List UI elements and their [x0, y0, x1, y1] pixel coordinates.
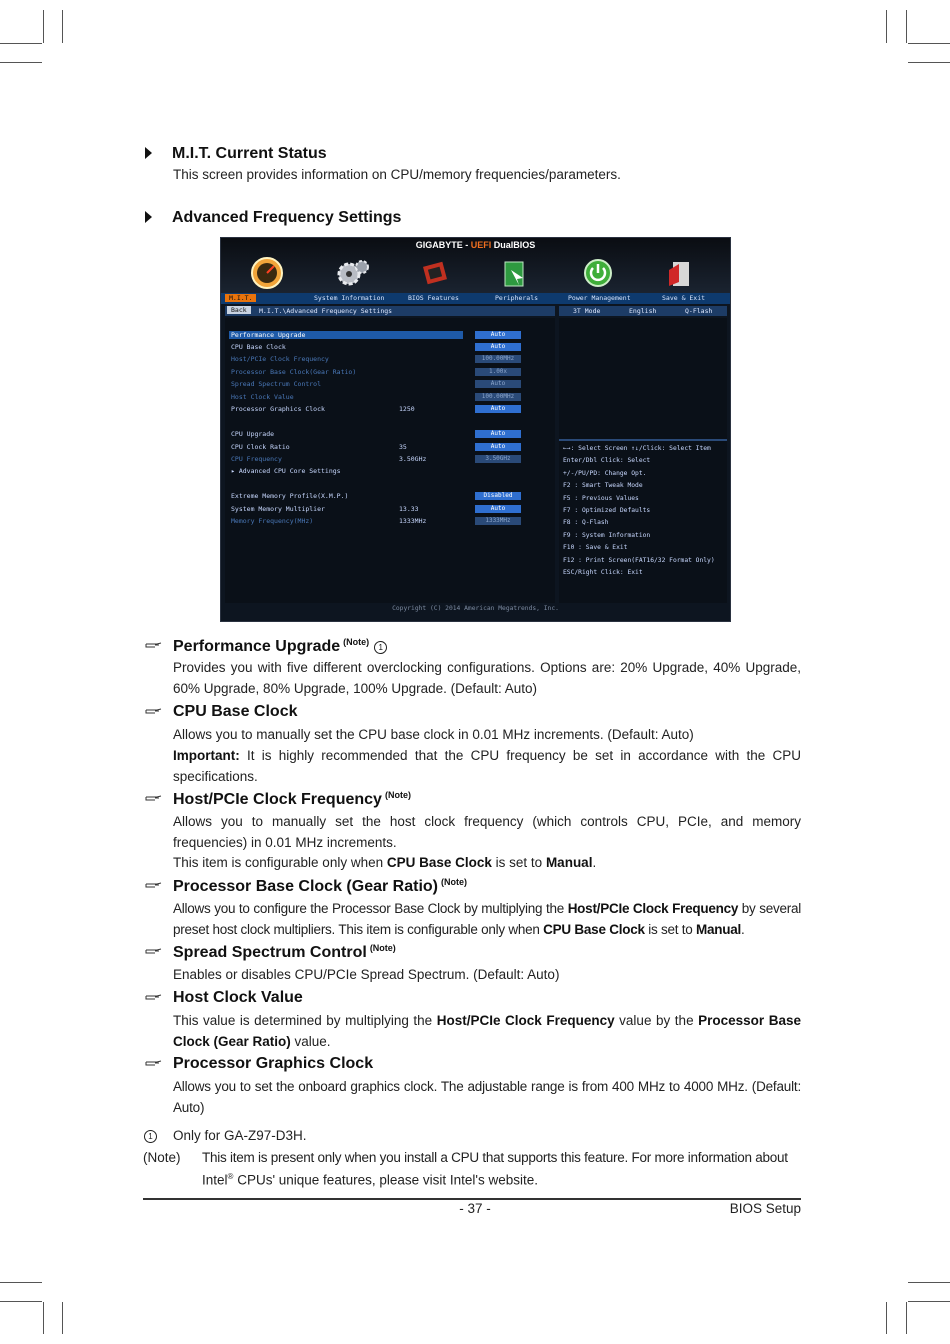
help-line: F2 : Smart Tweak Mode	[563, 482, 643, 490]
footnote-circle	[144, 1128, 157, 1143]
back-button[interactable]: Back	[227, 306, 251, 314]
menu-tab-power-management[interactable]: Power Management	[568, 294, 631, 302]
help-line: +/-/PU/PD: Change Opt.	[563, 469, 647, 477]
item-description: Enables or disables CPU/PCIe Spread Spectrum. (Default: Auto)	[173, 967, 560, 982]
bios-setting-label[interactable]: System Memory Multiplier	[231, 505, 325, 513]
bios-screenshot	[220, 237, 731, 622]
breadcrumb-path: M.I.T.\Advanced Frequency Settings	[259, 307, 393, 315]
section-heading: M.I.T. Current Status	[145, 145, 327, 163]
tab-3t-mode[interactable]: 3T Mode	[573, 307, 601, 315]
pointing-hand-icon	[145, 946, 163, 956]
crop-mark	[0, 1301, 42, 1302]
help-line: F12 : Print Screen(FAT16/32 Format Only)	[563, 556, 715, 564]
bios-setting-label[interactable]: CPU Base Clock	[231, 343, 286, 351]
item-title: Spread Spectrum Control $^{(Note)}$	[173, 943, 396, 961]
bios-setting-option[interactable]: Auto	[475, 443, 521, 451]
footnote-model: Only for GA-Z97-D3H.	[173, 1128, 307, 1143]
bios-setting-label[interactable]: Extreme Memory Profile(X.M.P.)	[231, 492, 349, 500]
item-description: Provides you with five different overclocking configurations. Options are: 20% Upgrade, 40% Upgrade, 60% Upgrade, 80% Upgrade, 100% Upgrade. (Default: Auto)	[173, 660, 801, 696]
help-line: F10 : Save & Exit	[563, 544, 628, 552]
bios-setting-option[interactable]: Auto	[475, 331, 521, 339]
section-heading: Advanced Frequency Settings	[145, 209, 401, 227]
bios-setting-current-value: 1333MHz	[399, 517, 427, 525]
peripherals-icon[interactable]	[497, 256, 533, 290]
bios-setting-current-value: 13.33	[399, 505, 419, 513]
menu-tab-peripherals[interactable]: Peripherals	[495, 294, 539, 302]
item-title: Processor Graphics Clock	[173, 1055, 374, 1072]
help-line: F9 : System Information	[563, 531, 651, 539]
exit-icon[interactable]	[663, 256, 699, 290]
pointing-hand-icon	[145, 1058, 163, 1068]
circled-one-icon: 1	[144, 1130, 157, 1143]
bios-setting-label[interactable]: ▸ Advanced CPU Core Settings	[231, 467, 341, 475]
crop-mark	[0, 1282, 42, 1283]
footnote-note-text-cont: Intel® CPUs' unique features, please visit Intel's website.	[202, 1172, 538, 1188]
bios-setting-option: 1333MHz	[475, 517, 521, 525]
bios-setting-option[interactable]: Auto	[475, 343, 521, 351]
item-description: Allows you to manually set the host clock frequency (which controls CPU, PCIe, and memory frequencies) in 0.01 MHz increments.	[173, 814, 801, 850]
section-description: This screen provides information on CPU/memory frequencies/parameters.	[173, 167, 621, 182]
bios-setting-option: 100.00MHz	[475, 355, 521, 363]
menu-tab-system-information[interactable]: System Information	[314, 294, 385, 302]
bios-setting-current-value: 3.50GHz	[399, 455, 427, 463]
bios-setting-option: 3.50GHz	[475, 455, 521, 463]
bios-setting-label[interactable]: Host/PCIe Clock Frequency	[231, 355, 329, 363]
item-description: Allows you to set the onboard graphics clock. The adjustable range is from 400 MHz to 4000 MHz. (Default: Auto)	[173, 1079, 801, 1115]
bios-menu-bar	[221, 293, 730, 304]
bios-setting-option[interactable]: Auto	[475, 405, 521, 413]
item-description: Allows you to manually set the CPU base clock in 0.01 MHz increments. (Default: Auto)	[173, 727, 694, 742]
footnote-note-text: This item is present only when you install a CPU that supports this feature. For more information about	[202, 1150, 788, 1165]
bios-title: GIGABYTE - UEFI DualBIOS	[415, 240, 536, 250]
crop-mark	[886, 10, 887, 43]
help-line: ←→: Select Screen ↑↓/Click: Select Item	[563, 445, 711, 452]
bios-setting-option[interactable]: Auto	[475, 505, 521, 513]
triangle-bullet-icon	[145, 211, 152, 223]
bios-setting-label[interactable]: Processor Base Clock(Gear Ratio)	[231, 368, 357, 376]
pointing-hand-icon	[145, 793, 163, 803]
important-note: Important: It is highly recommended that the CPU frequency be set in accordance with the CPU specifications.	[173, 748, 801, 784]
item-description: This value is determined by multiplying the Host/PCIe Clock Frequency value by the Processor Base Clock (Gear Ratio) value.	[173, 1013, 801, 1049]
crop-mark	[908, 43, 950, 44]
document-title: BIOS Setup	[729, 1201, 801, 1216]
menu-tab-save-exit[interactable]: Save & Exit	[662, 294, 706, 302]
bios-setting-option: 100.00MHz	[475, 393, 521, 401]
help-line: F7 : Optimized Defaults	[563, 507, 651, 514]
bios-setting-option: 1.00x	[475, 368, 521, 376]
bios-setting-label[interactable]: CPU Frequency	[231, 455, 282, 463]
crop-mark	[62, 1302, 63, 1334]
pointing-hand-icon	[145, 706, 163, 716]
bios-setting-label[interactable]: Spread Spectrum Control	[231, 380, 322, 388]
help-pane	[559, 318, 727, 603]
help-line: F5 : Previous Values	[563, 494, 639, 502]
crop-mark	[906, 1302, 907, 1334]
crop-mark	[906, 10, 907, 43]
menu-tab-bios-features[interactable]: BIOS Features	[408, 294, 459, 302]
gears-icon[interactable]	[335, 256, 371, 290]
item-title: CPU Base Clock	[173, 703, 298, 720]
tab-english[interactable]: English	[629, 307, 657, 315]
footnote-note-label: (Note)	[143, 1150, 181, 1165]
bios-setting-label[interactable]: Processor Graphics Clock	[231, 405, 325, 413]
crop-mark	[43, 1302, 44, 1334]
bios-setting-label[interactable]: CPU Clock Ratio	[231, 443, 290, 451]
bios-setting-option[interactable]: Auto	[475, 430, 521, 438]
item-title: Host Clock Value	[173, 989, 303, 1006]
pointing-hand-icon	[145, 880, 163, 890]
crop-mark	[908, 1282, 950, 1283]
item-description: Allows you to configure the Processor Base Clock by multiplying the Host/PCIe Clock Frequency by several preset host clock multipliers. This item is configurable only when CPU Base Clock is set to Manual.	[173, 901, 801, 937]
help-line: ESC/Right Click: Exit	[563, 569, 643, 576]
bios-setting-label[interactable]: CPU Upgrade	[231, 430, 275, 438]
bios-setting-label[interactable]: Performance Upgrade	[229, 331, 463, 339]
page-number: - 37 -	[459, 1201, 491, 1216]
bios-setting-label[interactable]: Memory Frequency(MHz)	[231, 517, 314, 525]
settings-pane	[225, 318, 555, 603]
chip-icon[interactable]	[417, 256, 453, 290]
bios-setting-label[interactable]: Host Clock Value	[231, 393, 294, 401]
crop-mark	[62, 10, 63, 43]
help-line: Enter/Dbl Click: Select	[563, 457, 651, 465]
crop-mark	[0, 62, 42, 63]
circled-one-icon: 1	[374, 641, 387, 654]
crop-mark	[43, 10, 44, 43]
breadcrumb	[225, 306, 555, 316]
crop-mark	[0, 43, 42, 44]
tab-q-flash[interactable]: Q-Flash	[685, 307, 713, 315]
bios-copyright: Copyright (C) 2014 American Megatrends, Inc.	[392, 605, 559, 612]
help-divider	[559, 439, 727, 441]
bios-setting-current-value: 1250	[399, 405, 415, 413]
triangle-bullet-icon	[145, 147, 152, 159]
footer-rule	[143, 1198, 801, 1200]
right-tabs	[559, 306, 727, 316]
bios-setting-option[interactable]: Disabled	[475, 492, 521, 500]
menu-tab-mit[interactable]: M.I.T.	[225, 294, 256, 302]
crop-mark	[886, 1302, 887, 1334]
power-icon[interactable]	[580, 256, 616, 290]
bios-setting-option: Auto	[475, 380, 521, 388]
help-line: F8 : Q-Flash	[563, 519, 609, 527]
crop-mark	[908, 1301, 950, 1302]
item-condition: This item is configurable only when CPU Base Clock is set to Manual.	[173, 855, 597, 870]
item-title: Processor Base Clock (Gear Ratio) $^{(Note)}$	[173, 877, 467, 895]
pointing-hand-icon	[145, 640, 163, 650]
crop-mark	[908, 62, 950, 63]
bios-setting-current-value: 35	[399, 443, 407, 451]
speedometer-icon[interactable]	[249, 256, 285, 290]
item-title: Performance Upgrade $^{(Note)}$1	[173, 637, 387, 656]
pointing-hand-icon	[145, 992, 163, 1002]
item-title: Host/PCIe Clock Frequency $^{(Note)}$	[173, 790, 411, 808]
